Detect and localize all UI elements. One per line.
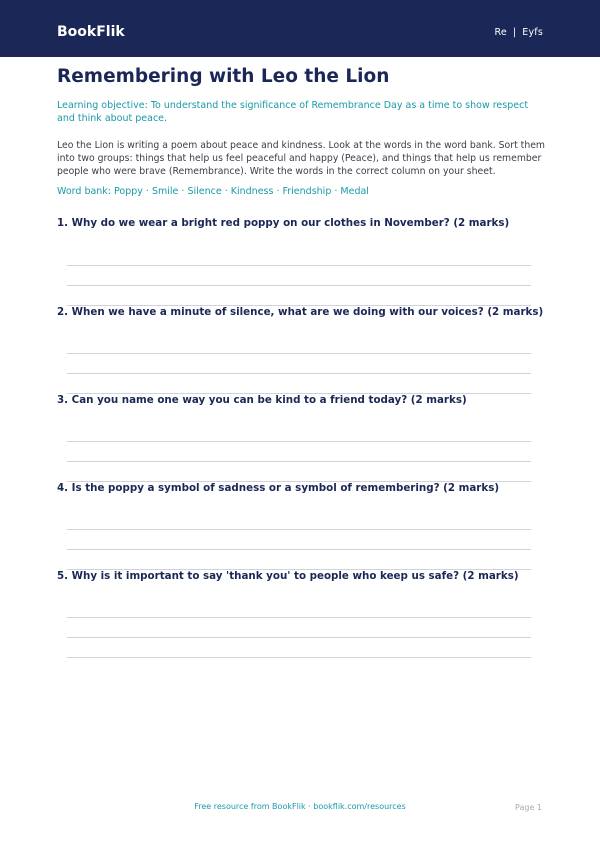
- question-4: 4. Is the poppy a symbol of sadness or a symbol of remembering? (2 marks): [57, 482, 500, 494]
- header-tags: [494, 26, 543, 40]
- intro-paragraph: Leo the Lion is writing a poem about peace and kindness. Look at the words in the word bank. Sort them into two groups: things that help us feel peaceful and happy (Peace), and things that help us remember people who were brave (Remembrance). Write the words in the correct column on your sheet.: [57, 140, 545, 177]
- learning-objective: Learning objective: To understand the significance of Remembrance Day as a time to show respect and think about peace.: [57, 100, 529, 124]
- brand-logo-text[interactable]: BookFlik: [57, 24, 125, 40]
- page-title: Remembering with Leo the Lion: [57, 66, 390, 87]
- answer-line[interactable]: [67, 637, 531, 638]
- question-2: 2. When we have a minute of silence, what are we doing with our voices? (2 marks): [57, 306, 544, 318]
- answer-line[interactable]: [67, 373, 531, 374]
- page-number: Page 1: [515, 803, 542, 812]
- answer-line[interactable]: [67, 265, 531, 266]
- tag-subject: Re: [494, 27, 507, 38]
- answer-line[interactable]: [67, 617, 531, 618]
- question-1: 1. Why do we wear a bright red poppy on our clothes in November? (2 marks): [57, 217, 510, 229]
- header-bar: [0, 0, 600, 57]
- tag-stage: Eyfs: [522, 27, 543, 38]
- word-bank: Word bank: Poppy · Smile · Silence · Kindness · Friendship · Medal: [57, 186, 369, 197]
- answer-line[interactable]: [67, 549, 531, 550]
- answer-line[interactable]: [67, 529, 531, 530]
- answer-line[interactable]: [67, 657, 531, 658]
- footer-credit[interactable]: Free resource from BookFlik · bookflik.com/resources: [194, 802, 406, 811]
- question-5: 5. Why is it important to say 'thank you' to people who keep us safe? (2 marks): [57, 570, 519, 582]
- tag-separator: |: [512, 27, 517, 38]
- answer-line[interactable]: [67, 441, 531, 442]
- answer-line[interactable]: [67, 461, 531, 462]
- question-3: 3. Can you name one way you can be kind to a friend today? (2 marks): [57, 394, 467, 406]
- answer-line[interactable]: [67, 285, 531, 286]
- answer-line[interactable]: [67, 353, 531, 354]
